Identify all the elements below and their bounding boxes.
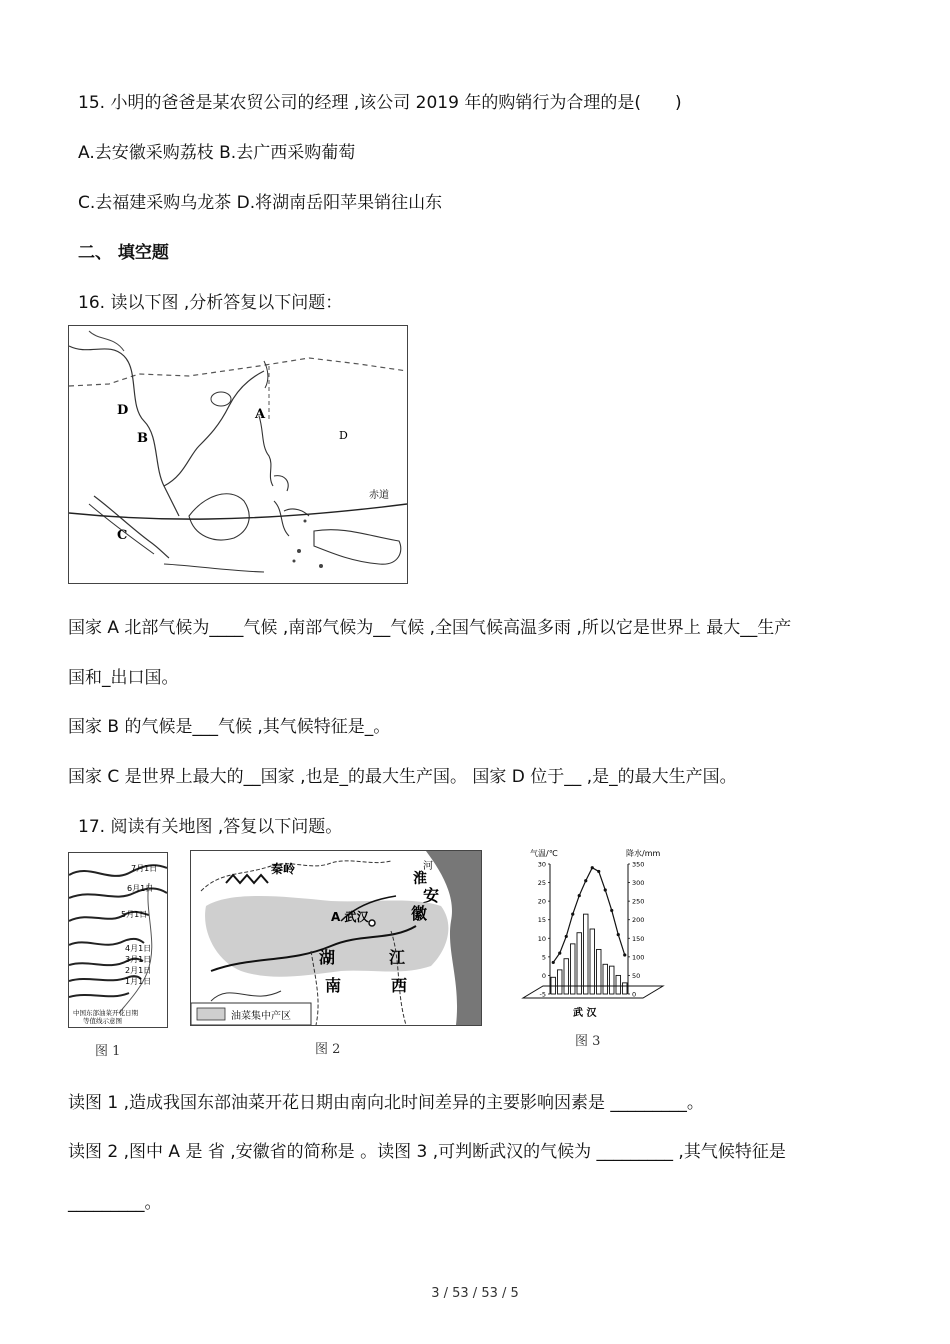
figure-3-caption: 图 3 xyxy=(575,1034,601,1049)
temp-axis-label: 气温/℃ xyxy=(530,849,558,858)
southeast-asia-map-drawing xyxy=(69,326,407,583)
climate-chart-svg xyxy=(518,846,668,1026)
q16-line1: 国家 A 北部气候为____气候 ,南部气候为__气候 ,全国气候高温多雨 ,所以它是世界上 最大__生产 xyxy=(68,618,792,638)
map-label-a: A xyxy=(255,407,266,422)
figure-1-caption: 图 1 xyxy=(95,1044,121,1059)
fig2-label-xi: 西 xyxy=(391,976,408,995)
temperature-point xyxy=(552,961,555,964)
figure-1-isoline-map xyxy=(68,852,168,1028)
fig2-label-he: 河 xyxy=(423,861,433,872)
q16-line2: 国和_出口国。 xyxy=(68,668,179,688)
figure-3-climate-chart xyxy=(518,846,668,1026)
fig1-date-label: 4月1日 xyxy=(125,944,152,953)
temp-tick-label: 20 xyxy=(537,897,546,906)
precip-tick-label: 0 xyxy=(632,990,637,999)
precip-tick-label: 150 xyxy=(632,934,645,943)
figure-2-map xyxy=(190,850,482,1026)
precip-axis-label: 降水/mm xyxy=(626,849,661,858)
map-label-c: C xyxy=(117,528,128,543)
q15-options-ab: A.去安徽采购荔枝 B.去广西采购葡萄 xyxy=(78,143,356,163)
fig2-label-qinling: 秦岭 xyxy=(271,862,296,876)
precip-tick-label: 200 xyxy=(632,916,645,925)
fig1-date-label: 7月1日 xyxy=(131,864,158,873)
temp-tick-label: 10 xyxy=(537,934,546,943)
temperature-point xyxy=(617,933,620,936)
precip-bar xyxy=(597,949,602,994)
figure-1-drawing xyxy=(69,853,167,1027)
precip-bar xyxy=(616,975,621,994)
temp-tick-label: 30 xyxy=(537,860,546,869)
q17-line2: 读图 2 ,图中 A 是 省 ,安徽省的简称是 。读图 3 ,可判断武汉的气候为 _________ ,其气候特征是 xyxy=(68,1142,786,1162)
temperature-point xyxy=(571,913,574,916)
temperature-point xyxy=(578,894,581,897)
q16-stem: 16. 读以下图 ,分析答复以下问题： xyxy=(78,293,343,313)
temperature-point xyxy=(584,879,587,882)
fig2-label-hui: 徽 xyxy=(411,904,428,923)
temperature-point xyxy=(565,935,568,938)
precip-tick-label: 300 xyxy=(632,879,645,888)
fig2-legend-label: 油菜集中产区 xyxy=(231,1011,291,1022)
precip-bar xyxy=(610,966,615,994)
fig2-label-nan: 南 xyxy=(325,976,342,995)
q16-line3: 国家 B 的气候是___气候 ,其气候特征是_。 xyxy=(68,717,391,737)
fig2-label-an: 安 xyxy=(423,886,440,905)
chart-title: 武 汉 xyxy=(573,1008,597,1019)
fig1-note: 等值线示意图 xyxy=(83,1017,122,1025)
temperature-point xyxy=(623,953,626,956)
page-footer: 3 / 53 / 53 / 5 xyxy=(431,1286,519,1301)
map-label-d-ocean: D xyxy=(339,429,348,442)
figure-2-drawing xyxy=(191,851,481,1025)
precip-bar xyxy=(577,933,582,994)
q17-line1: 读图 1 ,造成我国东部油菜开花日期由南向北时间差异的主要影响因素是 _________。 xyxy=(68,1093,704,1113)
fig2-label-wuhan: A 武汉 xyxy=(331,910,369,924)
q15-options-cd: C.去福建采购乌龙茶 D.将湖南岳阳苹果销往山东 xyxy=(78,193,443,213)
precip-bar xyxy=(623,983,628,994)
fig1-date-label: 3月1日 xyxy=(125,955,152,964)
precip-tick-label: 250 xyxy=(632,897,645,906)
temperature-point xyxy=(604,888,607,891)
map-label-b: B xyxy=(137,431,148,446)
fig1-date-label: 6月1日 xyxy=(127,884,154,893)
temp-tick-label: 25 xyxy=(537,879,546,888)
temp-tick-label: 0 xyxy=(541,971,546,980)
precip-bar xyxy=(558,970,563,994)
southeast-asia-map xyxy=(68,325,408,584)
q17-line3: _________。 xyxy=(68,1193,162,1213)
temperature-line xyxy=(553,868,625,963)
map-label-equator: 赤道 xyxy=(369,490,389,501)
temperature-point xyxy=(610,909,613,912)
temperature-point xyxy=(591,866,594,869)
precip-tick-label: 100 xyxy=(632,953,645,962)
precip-bar xyxy=(584,914,589,994)
precip-bar xyxy=(590,929,595,994)
q16-line4: 国家 C 是世界上最大的__国家 ,也是_的最大生产国。 国家 D 位于__ ,是_的最大生产国。 xyxy=(68,767,737,787)
temperature-point xyxy=(597,870,600,873)
q15-stem: 15. 小明的爸爸是某农贸公司的经理 ,该公司 2019 年的购销行为合理的是( ) xyxy=(78,93,682,113)
fig2-label-huai: 淮 xyxy=(413,871,427,887)
temperature-point xyxy=(558,952,561,955)
fig1-date-label: 2月1日 xyxy=(125,966,152,975)
figure-2-caption: 图 2 xyxy=(315,1042,341,1057)
map-label-d: D xyxy=(117,403,129,418)
fig2-label-hu: 湖 xyxy=(319,948,336,967)
precip-tick-label: 50 xyxy=(632,971,641,980)
precip-bar xyxy=(603,964,608,994)
q17-stem: 17. 阅读有关地图 ,答复以下问题。 xyxy=(78,817,343,837)
precip-tick-label: 350 xyxy=(632,860,645,869)
section-title: 二、 填空题 xyxy=(78,243,169,263)
fig1-date-label: 1月1日 xyxy=(125,977,152,986)
fig2-label-jiang: 江 xyxy=(389,948,406,967)
precip-bar xyxy=(564,959,569,994)
temp-tick-label: 15 xyxy=(537,916,546,925)
temp-tick-label: -5 xyxy=(539,990,546,999)
fig1-note: 中国东部油菜开花日期 xyxy=(73,1009,138,1017)
temp-tick-label: 5 xyxy=(541,953,546,962)
fig1-date-label: 5月1日 xyxy=(121,910,148,919)
